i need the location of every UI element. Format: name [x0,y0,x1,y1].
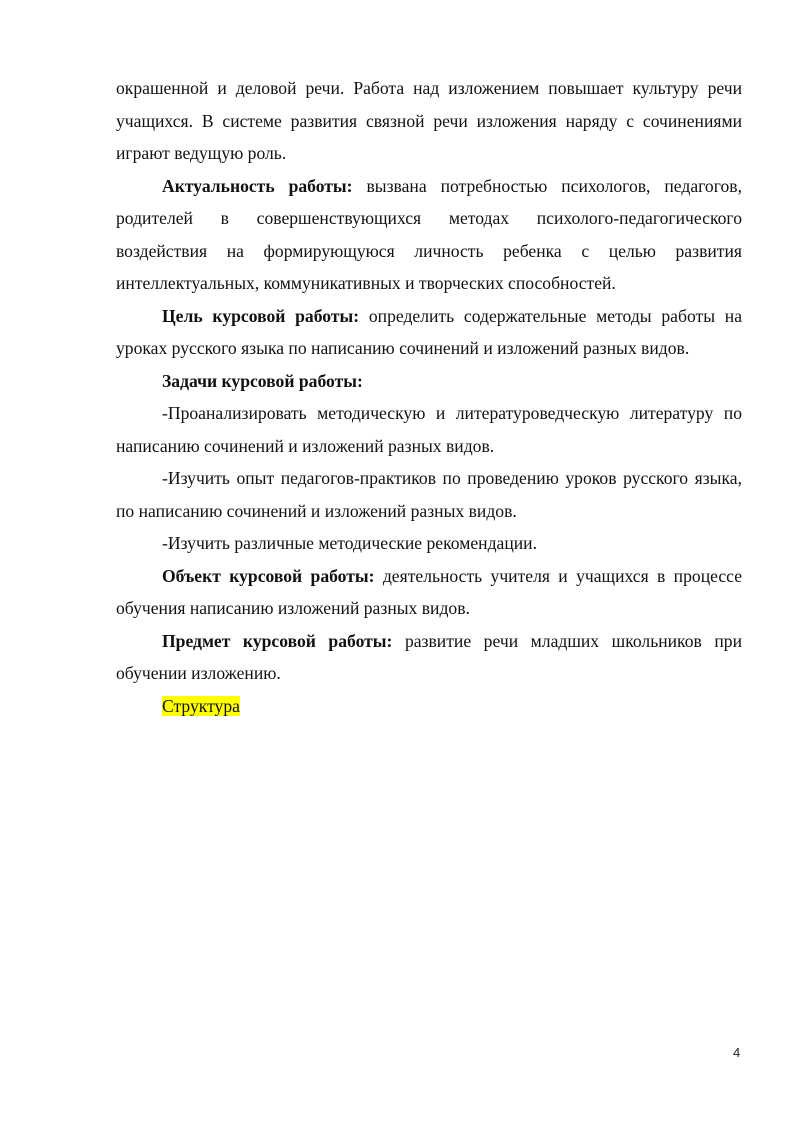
paragraph-label: Актуальность работы: [162,175,353,196]
tasks-heading [116,365,742,398]
paragraph-text: -Изучить различные методические рекомендации. [162,533,537,553]
paragraph-text: деятельность учителя и учащихся в процессе обучения написанию изложений разных видов. [116,565,742,618]
paragraph-label: Цель курсовой работы: [162,305,360,326]
paragraph-text: развитие речи младших школьников при обучении изложению. [116,630,742,683]
paragraph-intro-continuation [116,72,742,170]
structure-heading [116,690,742,723]
task-item-2 [116,462,742,527]
paragraph-relevance [116,170,742,300]
paragraph-subject [116,625,742,690]
page-number: 4 [733,1045,741,1060]
task-item-3 [116,527,742,560]
paragraph-text: -Проанализировать методическую и литературоведческую литературу по написанию сочинений и изложений разных видов. [116,403,742,456]
task-item-1 [116,397,742,462]
paragraph-text: вызвана потребностью психологов, педагогов, родителей в совершенствующихся методах психолого-педагогического воздействия на формирующуюся личность ребенка с целью развития интеллектуальных, коммуникативных и творческих способностей. [116,175,742,293]
paragraph-label: Предмет курсовой работы: [162,630,393,651]
paragraph-text: окрашенной и деловой речи. Работа над изложением повышает культуру речи учащихся. В системе развития связной речи изложения наряду с сочинениями играют ведущую роль. [116,78,742,163]
paragraph-goal [116,300,742,365]
document-page [116,72,742,722]
paragraph-text: -Изучить опыт педагогов-практиков по проведению уроков русского языка, по написанию сочинений и изложений разных видов. [116,468,742,521]
paragraph-label: Объект курсовой работы: [162,565,375,586]
paragraph-object [116,560,742,625]
paragraph-text: определить содержательные методы работы на уроках русского языка по написанию сочинений и изложений разных видов. [116,305,743,358]
highlighted-word: Структура [162,695,240,716]
paragraph-label: Задачи курсовой работы: [162,370,363,391]
